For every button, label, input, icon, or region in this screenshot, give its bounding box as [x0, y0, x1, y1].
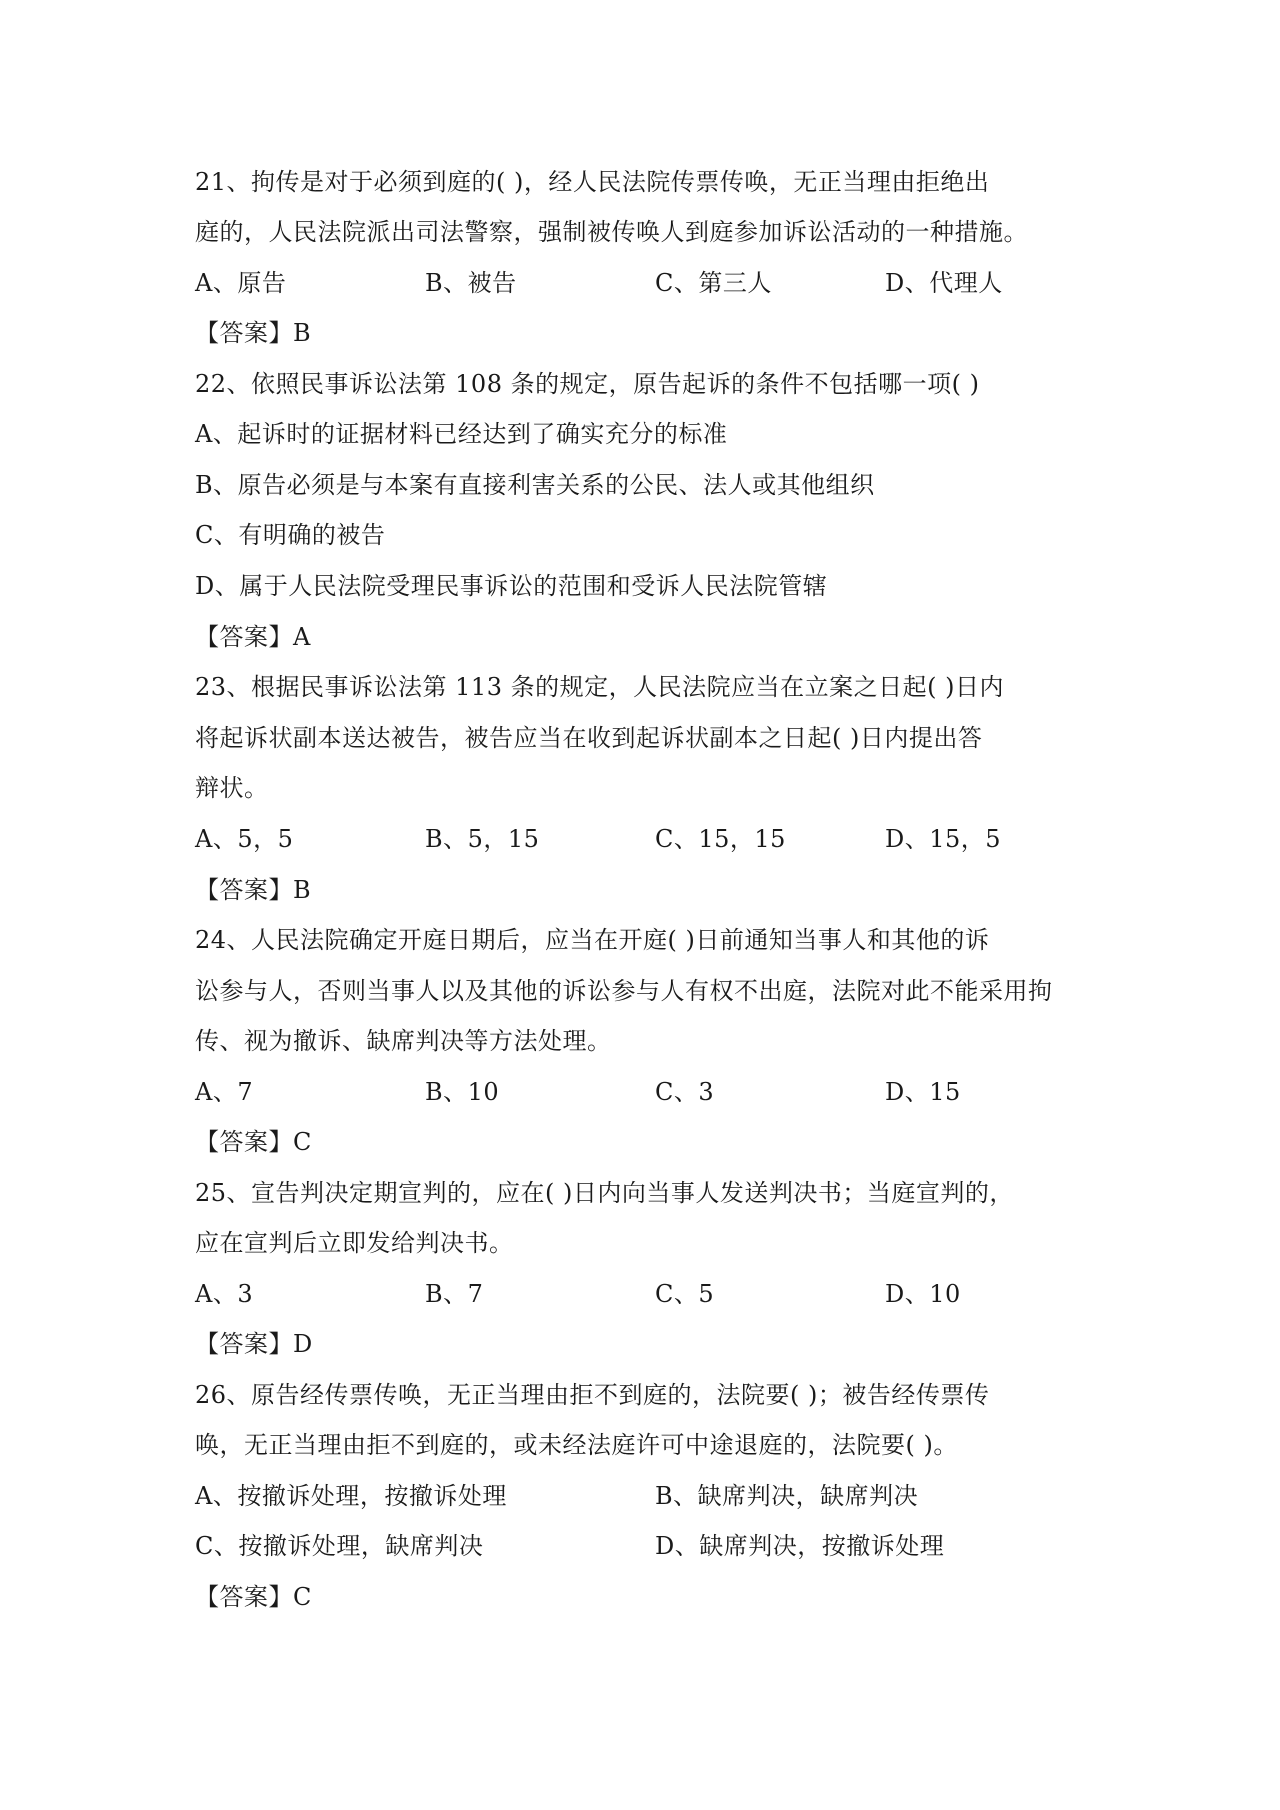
question-24-line-1: 24、人民法院确定开庭日期后，应当在开庭( )日前通知当事人和其他的诉	[195, 926, 990, 954]
question-25-line-1: 25、宣告判决定期宣判的，应在( )日内向当事人发送判决书；当庭宣判的，	[195, 1179, 1014, 1207]
question-25-option-b: B、7	[425, 1280, 484, 1308]
question-26-option-d: D、缺席判决，按撤诉处理	[655, 1532, 945, 1560]
question-23-line-2: 将起诉状副本送达被告，被告应当在收到起诉状副本之日起( )日内提出答	[195, 724, 983, 752]
question-22-option-c: C、有明确的被告	[195, 521, 386, 549]
question-21-line-2: 庭的，人民法院派出司法警察，强制被传唤人到庭参加诉讼活动的一种措施。	[195, 218, 1028, 246]
question-22-answer: 【答案】A	[195, 623, 311, 651]
question-22-option-b: B、原告必须是与本案有直接利害关系的公民、法人或其他组织	[195, 471, 875, 499]
question-21-option-d: D、代理人	[885, 269, 1003, 297]
question-23-line-3: 辩状。	[195, 774, 269, 802]
question-24-option-b: B、10	[425, 1078, 500, 1106]
question-22-option-a: A、起诉时的证据材料已经达到了确实充分的标准	[195, 420, 728, 448]
question-21-answer: 【答案】B	[195, 319, 312, 347]
question-24-option-c: C、3	[655, 1078, 715, 1106]
question-24-option-d: D、15	[885, 1078, 961, 1106]
question-24-answer: 【答案】C	[195, 1128, 312, 1156]
question-23-line-1: 23、根据民事诉讼法第 113 条的规定，人民法院应当在立案之日起( )日内	[195, 673, 1004, 701]
question-26-answer: 【答案】C	[195, 1583, 312, 1611]
question-21-option-c: C、第三人	[655, 269, 772, 297]
question-26-line-1: 26、原告经传票传唤，无正当理由拒不到庭的，法院要( )；被告经传票传	[195, 1381, 990, 1409]
question-25-option-d: D、10	[885, 1280, 961, 1308]
question-26-option-a: A、按撤诉处理，按撤诉处理	[195, 1482, 507, 1510]
question-24-line-3: 传、视为撤诉、缺席判决等方法处理。	[195, 1027, 612, 1055]
question-25-line-2: 应在宣判后立即发给判决书。	[195, 1229, 514, 1257]
question-23-answer: 【答案】B	[195, 876, 312, 904]
question-26-line-2: 唤，无正当理由拒不到庭的，或未经法庭许可中途退庭的，法院要( )。	[195, 1431, 958, 1459]
question-25-option-c: C、5	[655, 1280, 715, 1308]
question-24-line-2: 讼参与人，否则当事人以及其他的诉讼参与人有权不出庭，法院对此不能采用拘	[195, 977, 1053, 1005]
question-22-line-1: 22、依照民事诉讼法第 108 条的规定，原告起诉的条件不包括哪一项( )	[195, 370, 980, 398]
question-26-option-c: C、按撤诉处理，缺席判决	[195, 1532, 484, 1560]
question-21-line-1: 21、拘传是对于必须到庭的( )，经人民法院传票传唤，无正当理由拒绝出	[195, 168, 990, 196]
question-25-answer: 【答案】D	[195, 1330, 313, 1358]
question-23-option-a: A、5，5	[195, 825, 294, 853]
question-21-option-a: A、原告	[195, 269, 287, 297]
question-22-option-d: D、属于人民法院受理民事诉讼的范围和受诉人民法院管辖	[195, 572, 828, 600]
question-26-option-b: B、缺席判决，缺席判决	[655, 1482, 919, 1510]
question-23-option-d: D、15，5	[885, 825, 1002, 853]
question-21-option-b: B、被告	[425, 269, 517, 297]
question-25-option-a: A、3	[195, 1280, 254, 1308]
question-24-option-a: A、7	[195, 1078, 254, 1106]
question-23-option-c: C、15，15	[655, 825, 786, 853]
question-23-option-b: B、5，15	[425, 825, 540, 853]
